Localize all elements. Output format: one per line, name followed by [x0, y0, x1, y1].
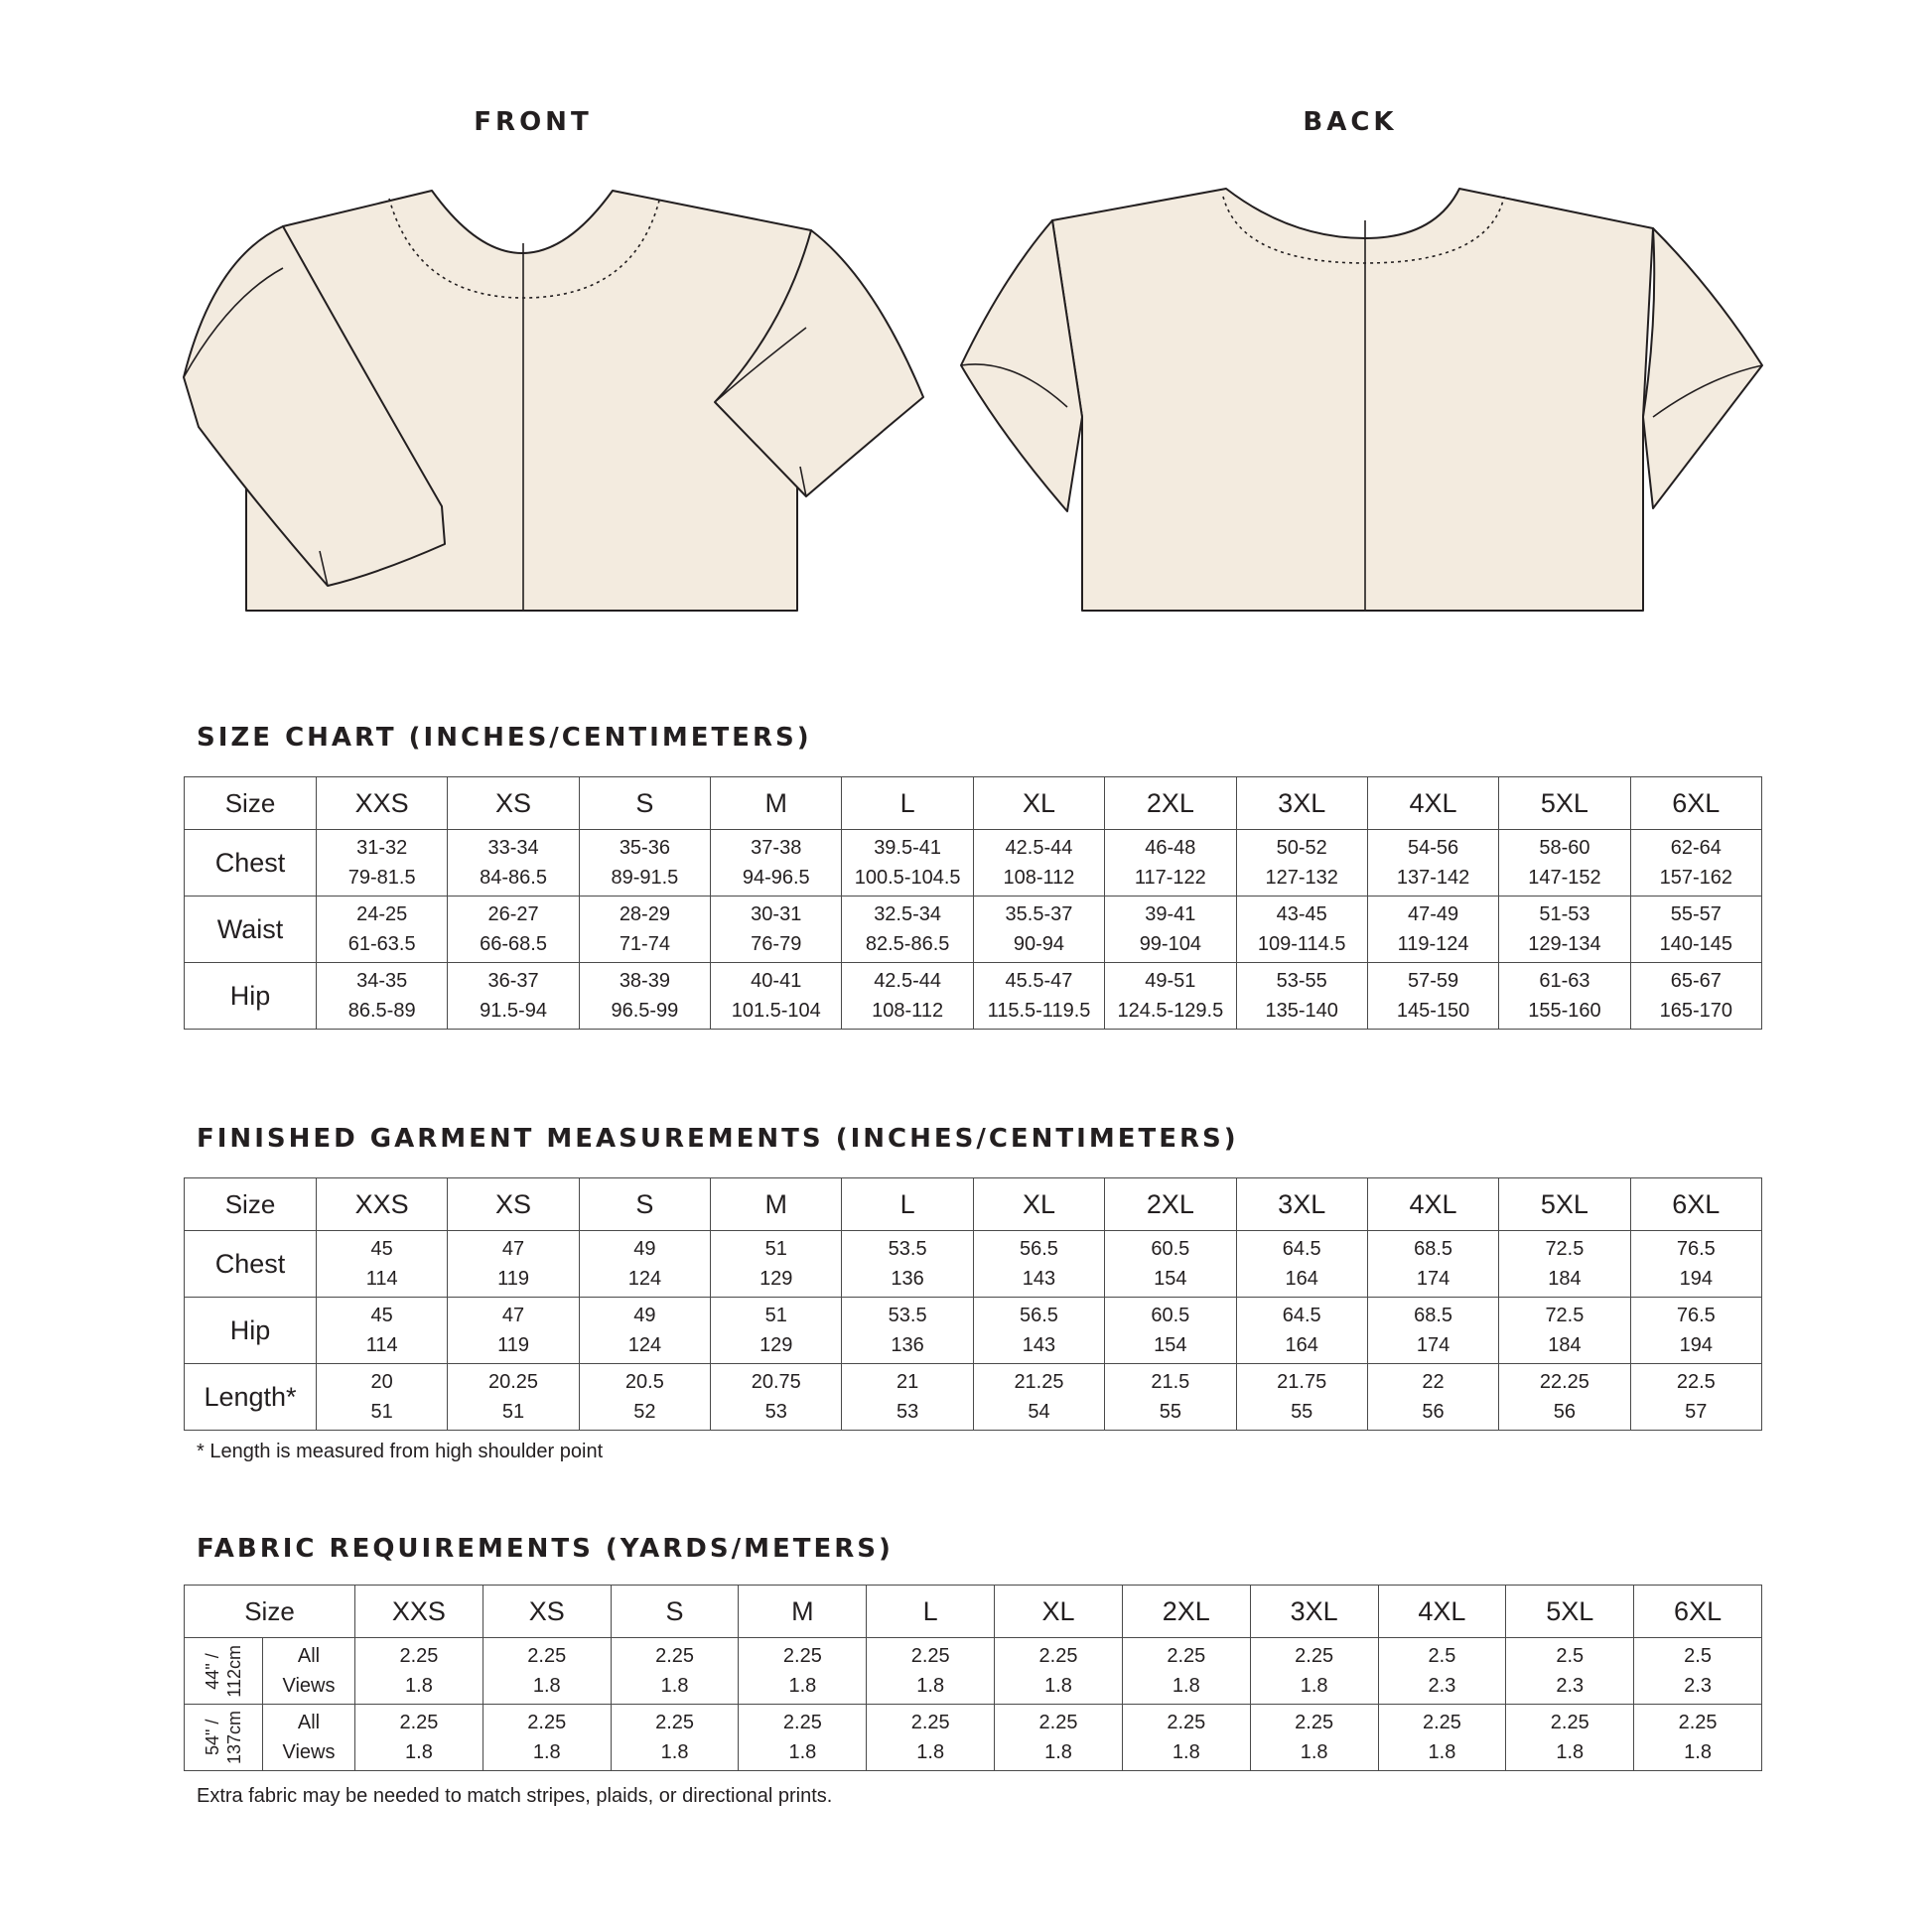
- size-header: XS: [483, 1586, 611, 1638]
- fabric-cell: 2.25 1.8: [1295, 1712, 1334, 1763]
- measure-cell: 53.5 136: [888, 1305, 927, 1356]
- fabric-width-label: 44" / 112cm: [185, 1638, 263, 1705]
- measure-cell: 21.5 55: [1151, 1371, 1190, 1423]
- row-label: Length*: [185, 1364, 317, 1431]
- measure-cell: 53-55 135-140: [1265, 970, 1338, 1022]
- front-garment-sketch: [0, 0, 973, 635]
- fabric-cell: 2.25 1.8: [399, 1645, 439, 1697]
- measure-cell: 20.75 53: [751, 1371, 801, 1423]
- size-header: 6XL: [1630, 1178, 1761, 1231]
- fabric-cell: 2.25 1.8: [1550, 1712, 1589, 1763]
- fabric-cell: 2.25 1.8: [1038, 1712, 1078, 1763]
- measure-cell: 49 124: [627, 1305, 662, 1356]
- fabric-cell: 2.25 1.8: [1422, 1712, 1461, 1763]
- measure-cell: 62-64 157-162: [1659, 837, 1732, 889]
- fabric-cell: 2.25 1.8: [1038, 1645, 1078, 1697]
- fabric-cell: 2.5 2.3: [1428, 1645, 1456, 1697]
- fabric-requirements-title: FABRIC REQUIREMENTS (YARDS/METERS): [197, 1534, 894, 1564]
- measure-cell: 47-49 119-124: [1397, 903, 1469, 955]
- row-label: Chest: [185, 830, 317, 897]
- finished-header-row: [185, 1178, 1762, 1231]
- measure-cell: 42.5-44 108-112: [1003, 837, 1075, 889]
- measure-cell: 42.5-44 108-112: [872, 970, 944, 1022]
- measure-cell: 21 53: [896, 1371, 919, 1423]
- size-chart-row-chest: [185, 830, 1762, 897]
- row-label: Hip: [185, 963, 317, 1030]
- size-header: 5XL: [1499, 1178, 1630, 1231]
- size-header: S: [579, 1178, 710, 1231]
- fabric-cell: 2.25 1.8: [1167, 1645, 1206, 1697]
- measure-cell: 64.5 164: [1282, 1305, 1321, 1356]
- measure-cell: 21.25 54: [1014, 1371, 1064, 1423]
- fabric-cell: 2.25 1.8: [782, 1645, 822, 1697]
- row-label: Waist: [185, 897, 317, 963]
- finished-row-length: [185, 1364, 1762, 1431]
- back-view-label: BACK: [1303, 107, 1398, 137]
- measure-cell: 39.5-41 100.5-104.5: [854, 837, 961, 889]
- measure-cell: 28-29 71-74: [619, 903, 670, 955]
- measure-cell: 76.5 194: [1676, 1238, 1716, 1290]
- fabric-row-44: [185, 1638, 1762, 1705]
- size-header: 4XL: [1367, 777, 1498, 830]
- measure-cell: 47 119: [497, 1238, 529, 1290]
- size-header: XS: [448, 1178, 579, 1231]
- measure-cell: 32.5-34 82.5-86.5: [865, 903, 950, 955]
- measure-cell: 45 114: [365, 1305, 398, 1356]
- measure-cell: 58-60 147-152: [1528, 837, 1601, 889]
- measure-cell: 51-53 129-134: [1528, 903, 1601, 955]
- size-header: 2XL: [1122, 1586, 1250, 1638]
- size-header: L: [867, 1586, 995, 1638]
- measure-cell: 56.5 143: [1020, 1238, 1058, 1290]
- measure-cell: 20.5 52: [624, 1371, 664, 1423]
- size-header: S: [611, 1586, 739, 1638]
- fabric-cell: 2.25 1.8: [1678, 1712, 1718, 1763]
- fabric-requirements-table: [184, 1585, 1762, 1771]
- measure-cell: 51 129: [759, 1305, 793, 1356]
- fabric-cell: 2.25 1.8: [1167, 1712, 1206, 1763]
- fabric-cell: 2.25 1.8: [910, 1645, 950, 1697]
- measure-cell: 20.25 51: [488, 1371, 539, 1423]
- measure-cell: 46-48 117-122: [1134, 837, 1206, 889]
- fabric-cell: 2.25 1.8: [655, 1645, 695, 1697]
- fabric-cell: 2.25 1.8: [782, 1712, 822, 1763]
- fabric-cell: 2.25 1.8: [655, 1712, 695, 1763]
- back-right-sleeve: [1643, 228, 1762, 508]
- size-header: 5XL: [1506, 1586, 1634, 1638]
- measure-cell: 76.5 194: [1676, 1305, 1716, 1356]
- measure-cell: 57-59 145-150: [1396, 970, 1470, 1022]
- size-header: XS: [448, 777, 579, 830]
- fabric-cell: 2.5 2.3: [1556, 1645, 1585, 1697]
- measure-cell: 60.5 154: [1151, 1238, 1190, 1290]
- size-header-label: Size: [185, 1178, 317, 1231]
- measure-cell: 22.25 56: [1539, 1371, 1589, 1423]
- size-header: M: [711, 777, 842, 830]
- size-header: L: [842, 777, 973, 830]
- measure-cell: 72.5 184: [1545, 1305, 1585, 1356]
- size-header: 6XL: [1634, 1586, 1762, 1638]
- size-header: 2XL: [1105, 777, 1236, 830]
- size-chart-header-row: [185, 777, 1762, 830]
- measure-cell: 40-41 101.5-104: [731, 970, 821, 1022]
- measure-cell: 60.5 154: [1151, 1305, 1190, 1356]
- measure-cell: 72.5 184: [1545, 1238, 1585, 1290]
- size-header: XL: [973, 777, 1104, 830]
- back-garment-sketch: [953, 0, 1932, 635]
- measure-cell: 20 51: [370, 1371, 393, 1423]
- measure-cell: 68.5 174: [1414, 1305, 1453, 1356]
- measure-cell: 50-52 127-132: [1265, 837, 1338, 889]
- fabric-cell: 2.25 1.8: [527, 1712, 567, 1763]
- measure-cell: 54-56 137-142: [1396, 837, 1470, 889]
- measure-cell: 45.5-47 115.5-119.5: [987, 970, 1091, 1022]
- size-header-label: Size: [185, 1586, 355, 1638]
- fabric-cell: 2.25 1.8: [1295, 1645, 1334, 1697]
- view-label: All Views: [263, 1638, 355, 1705]
- measure-cell: 38-39 96.5-99: [611, 970, 679, 1022]
- size-header: S: [579, 777, 710, 830]
- size-header: 6XL: [1630, 777, 1761, 830]
- measure-cell: 49-51 124.5-129.5: [1117, 970, 1224, 1022]
- finished-row-chest: [185, 1231, 1762, 1298]
- fabric-row-54: [185, 1705, 1762, 1771]
- fabric-width-label: 54" / 137cm: [185, 1705, 263, 1771]
- size-header: XL: [995, 1586, 1123, 1638]
- measure-cell: 35-36 89-91.5: [611, 837, 679, 889]
- front-view-label: FRONT: [474, 107, 593, 137]
- measure-cell: 53.5 136: [888, 1238, 927, 1290]
- size-header-label: Size: [185, 777, 317, 830]
- size-header: 5XL: [1499, 777, 1630, 830]
- fabric-cell: 2.25 1.8: [399, 1712, 439, 1763]
- view-label: All Views: [263, 1705, 355, 1771]
- size-header: 4XL: [1378, 1586, 1506, 1638]
- length-footnote: * Length is measured from high shoulder point: [197, 1441, 604, 1462]
- size-header: XL: [973, 1178, 1104, 1231]
- size-chart-title: SIZE CHART (INCHES/CENTIMETERS): [197, 723, 812, 753]
- measure-cell: 65-67 165-170: [1659, 970, 1732, 1022]
- size-header: 3XL: [1250, 1586, 1378, 1638]
- measure-cell: 36-37 91.5-94: [480, 970, 547, 1022]
- measure-cell: 39-41 99-104: [1139, 903, 1201, 955]
- back-body: [1052, 189, 1653, 611]
- measure-cell: 33-34 84-86.5: [480, 837, 547, 889]
- measure-cell: 34-35 86.5-89: [347, 970, 416, 1022]
- size-header: 4XL: [1367, 1178, 1498, 1231]
- measure-cell: 51 129: [759, 1238, 793, 1290]
- size-chart-row-waist: [185, 897, 1762, 963]
- size-header: L: [842, 1178, 973, 1231]
- size-header: XXS: [317, 777, 448, 830]
- measure-cell: 55-57 140-145: [1659, 903, 1732, 955]
- finished-measurements-title: FINISHED GARMENT MEASUREMENTS (INCHES/CENTIMETERS): [197, 1124, 1239, 1154]
- measure-cell: 49 124: [627, 1238, 662, 1290]
- measure-cell: 22 56: [1422, 1371, 1445, 1423]
- row-label: Hip: [185, 1298, 317, 1364]
- measure-cell: 24-25 61-63.5: [347, 903, 416, 955]
- size-header: XXS: [317, 1178, 448, 1231]
- measure-cell: 26-27 66-68.5: [480, 903, 547, 955]
- measure-cell: 37-38 94-96.5: [742, 837, 810, 889]
- measure-cell: 22.5 57: [1676, 1371, 1716, 1423]
- fabric-cell: 2.5 2.3: [1684, 1645, 1712, 1697]
- finished-measurements-table: [184, 1177, 1762, 1431]
- size-header: XXS: [355, 1586, 483, 1638]
- measure-cell: 31-32 79-81.5: [347, 837, 416, 889]
- measure-cell: 64.5 164: [1282, 1238, 1321, 1290]
- measure-cell: 35.5-37 90-94: [1005, 903, 1073, 955]
- size-header: M: [711, 1178, 842, 1231]
- size-chart-row-hip: [185, 963, 1762, 1030]
- fabric-cell: 2.25 1.8: [527, 1645, 567, 1697]
- size-header: 3XL: [1236, 777, 1367, 830]
- size-header: 2XL: [1105, 1178, 1236, 1231]
- size-chart-table: [184, 776, 1762, 1030]
- size-header: M: [739, 1586, 867, 1638]
- row-label: Chest: [185, 1231, 317, 1298]
- size-header: 3XL: [1236, 1178, 1367, 1231]
- measure-cell: 56.5 143: [1020, 1305, 1058, 1356]
- fabric-footnote: Extra fabric may be needed to match stripes, plaids, or directional prints.: [197, 1785, 833, 1807]
- fabric-cell: 2.25 1.8: [910, 1712, 950, 1763]
- fabric-header-row: [185, 1586, 1762, 1638]
- measure-cell: 21.75 55: [1277, 1371, 1327, 1423]
- measure-cell: 68.5 174: [1414, 1238, 1453, 1290]
- measure-cell: 43-45 109-114.5: [1257, 903, 1346, 955]
- measure-cell: 45 114: [365, 1238, 398, 1290]
- measure-cell: 30-31 76-79: [751, 903, 802, 955]
- measure-cell: 61-63 155-160: [1528, 970, 1601, 1022]
- finished-row-hip: [185, 1298, 1762, 1364]
- measure-cell: 47 119: [497, 1305, 529, 1356]
